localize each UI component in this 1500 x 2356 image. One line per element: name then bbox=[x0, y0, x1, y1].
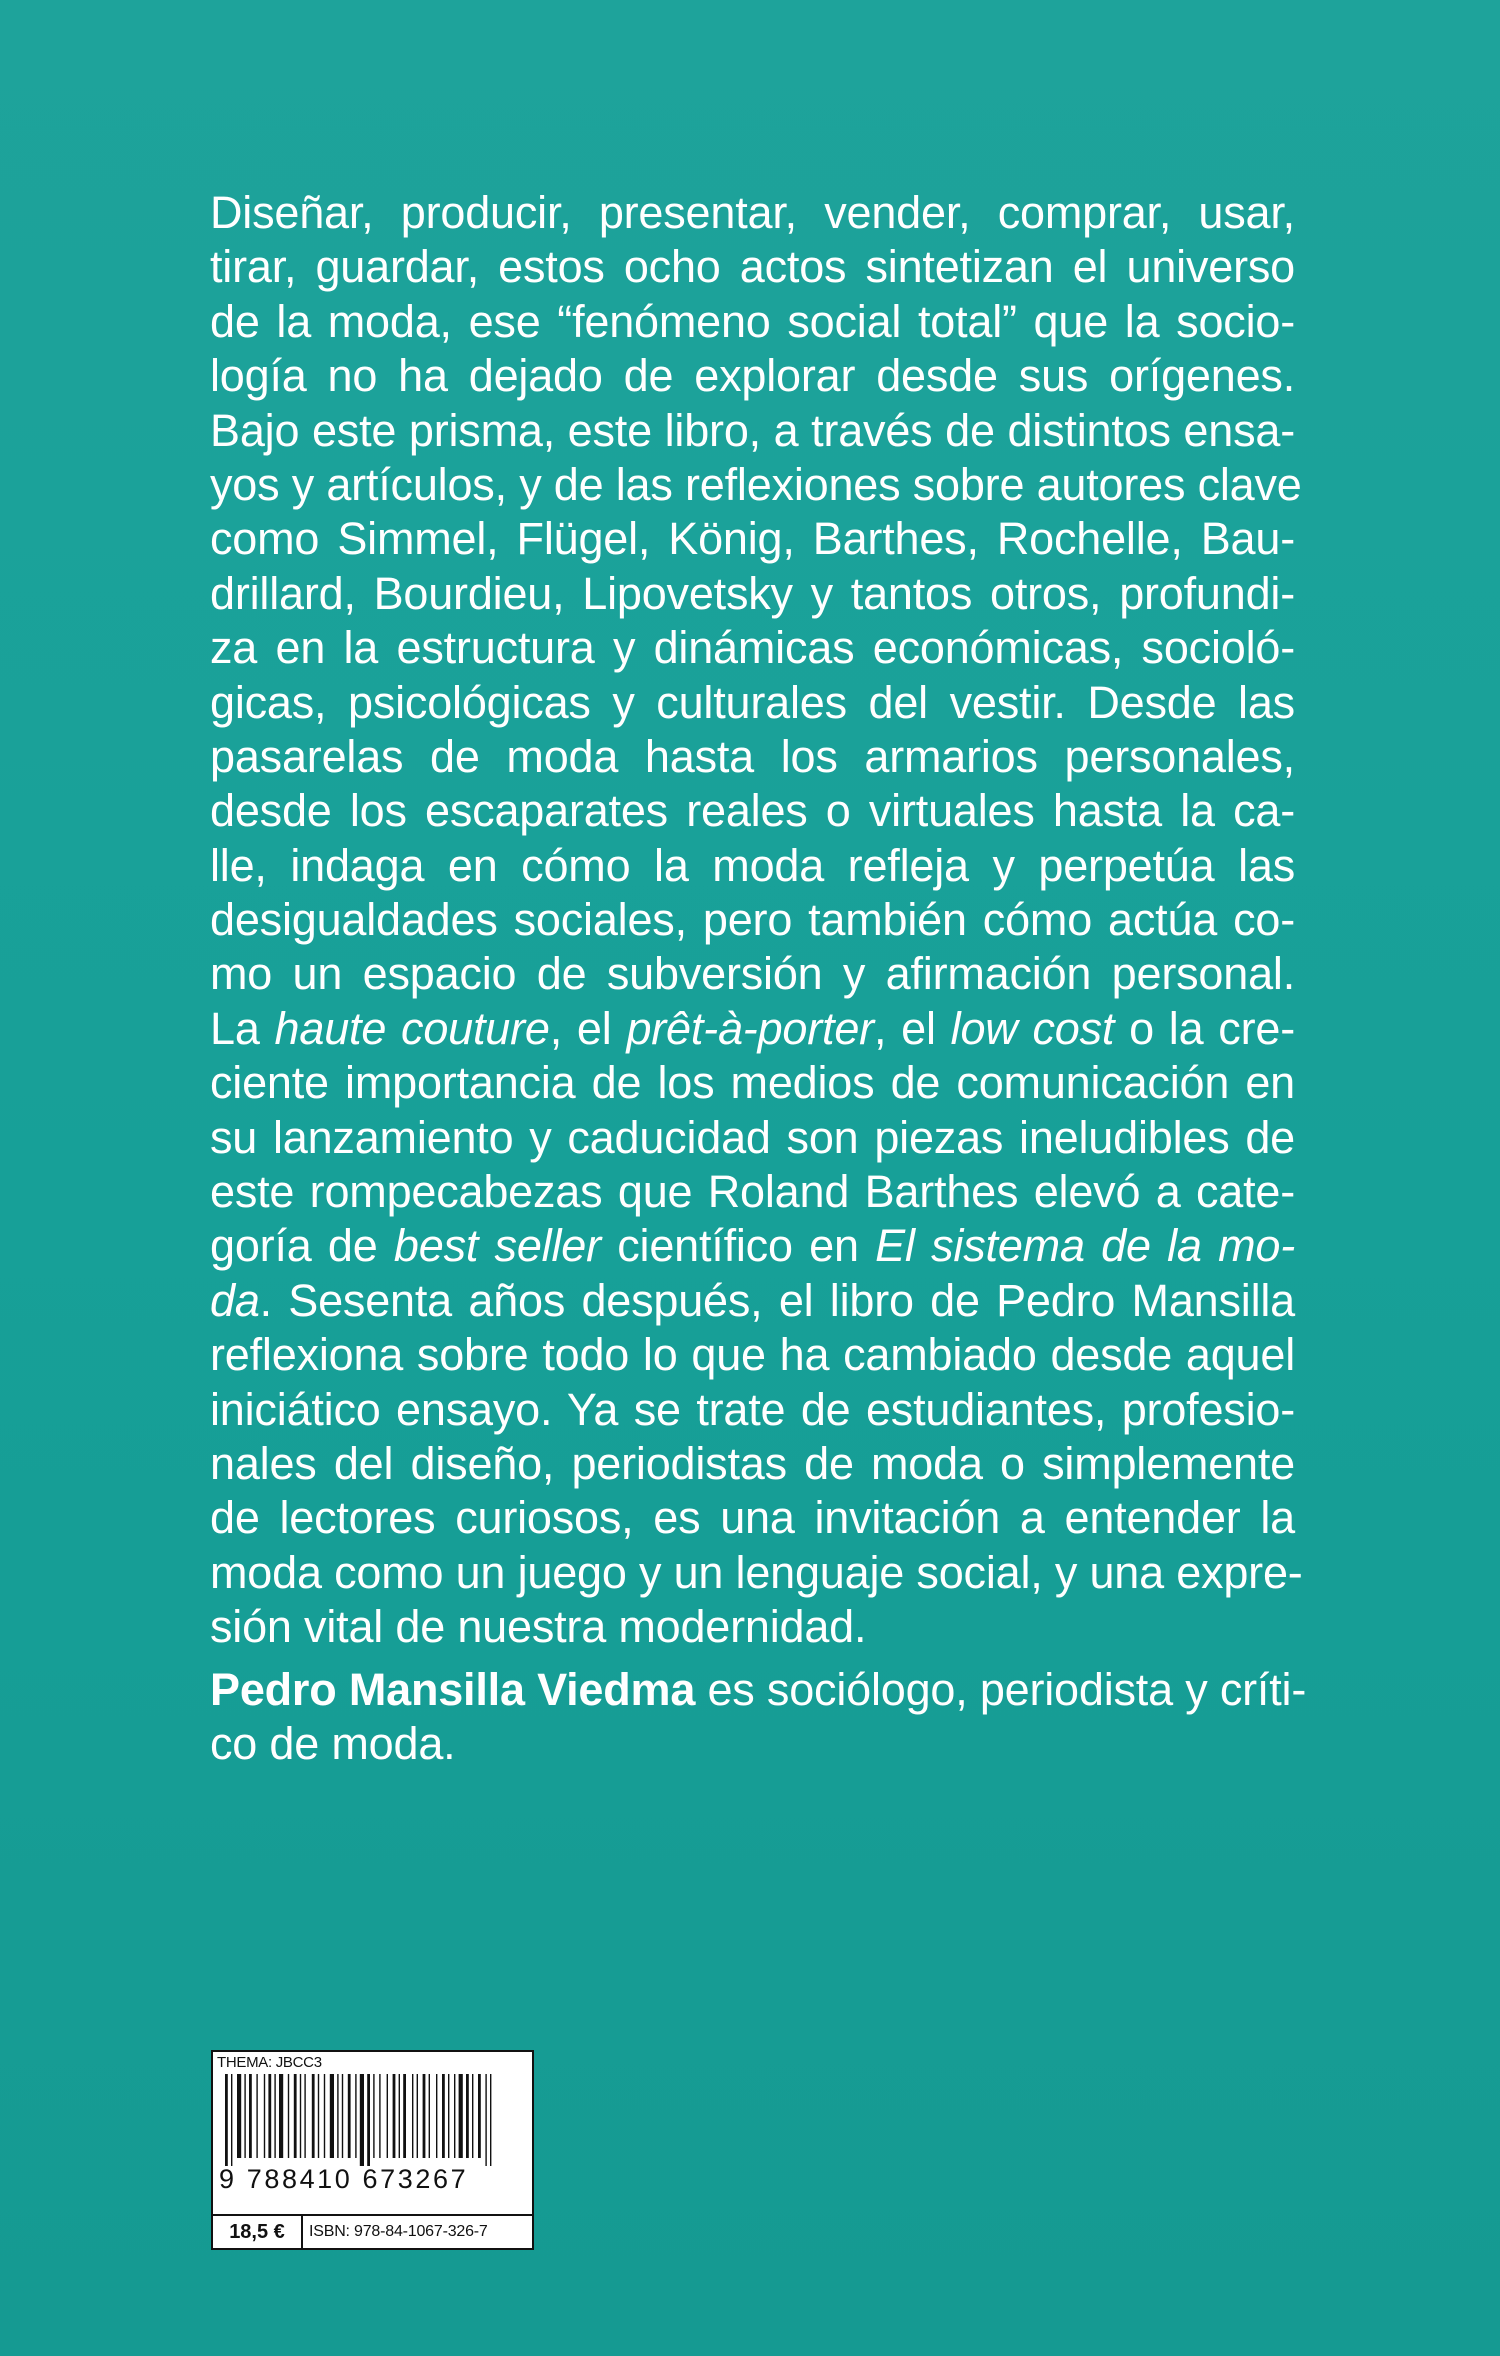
price-row bbox=[213, 2214, 532, 2248]
blurb-line: de lectores curiosos, es una invitación a entender la bbox=[210, 1492, 1295, 1544]
blurb-line: mo un espacio de subversión y afirmación personal. bbox=[210, 948, 1295, 1000]
text-run: , el bbox=[549, 1002, 627, 1054]
barcode-bar bbox=[294, 2074, 297, 2158]
barcode-bar bbox=[268, 2074, 271, 2158]
barcode-bar bbox=[342, 2074, 343, 2158]
barcode-bar bbox=[429, 2074, 430, 2158]
author-bio-line: co de moda. bbox=[210, 1717, 456, 1769]
blurb-line: lle, indaga en cómo la moda refleja y perpetúa las bbox=[210, 839, 1295, 891]
barcode-bar bbox=[231, 2074, 232, 2166]
isbn: ISBN: 978-84-1067-326-7 bbox=[309, 2223, 488, 2240]
blurb-line: logía no ha dejado de explorar desde sus orígenes. bbox=[210, 350, 1295, 402]
barcode-bar bbox=[337, 2074, 338, 2158]
italic-term: best seller bbox=[393, 1220, 601, 1272]
text-run: . Sesenta años después, el libro de Pedro Mansilla bbox=[259, 1274, 1295, 1326]
barcode-bar bbox=[360, 2074, 364, 2166]
barcode-bar bbox=[399, 2074, 400, 2158]
barcode-bar bbox=[472, 2074, 473, 2158]
price: 18,5 € bbox=[213, 2216, 303, 2248]
barcode-bar bbox=[256, 2074, 257, 2158]
barcode-bar bbox=[490, 2074, 491, 2166]
text-run: , el bbox=[873, 1002, 951, 1054]
blurb-line: sión vital de nuestra modernidad. bbox=[210, 1601, 867, 1653]
barcode-bar bbox=[312, 2074, 315, 2158]
barcode-bar bbox=[373, 2074, 374, 2158]
barcode-bar bbox=[367, 2074, 370, 2166]
barcode-bar bbox=[237, 2074, 241, 2158]
italic-term: da bbox=[210, 1274, 260, 1326]
barcode-bar bbox=[379, 2074, 380, 2158]
barcode-bar bbox=[244, 2074, 245, 2158]
barcode-bar bbox=[393, 2074, 396, 2158]
blurb-line: este rompecabezas que Roland Barthes elevó a cate- bbox=[210, 1166, 1295, 1218]
barcode-bar bbox=[274, 2074, 275, 2158]
barcode-bar bbox=[454, 2074, 455, 2158]
barcode-bar bbox=[459, 2074, 463, 2158]
text-run: goría de bbox=[210, 1220, 394, 1272]
author-bio-line bbox=[210, 1663, 1307, 1717]
blurb-line: yos y artículos, y de las reflexiones sobre autores clave bbox=[210, 458, 1302, 510]
italic-term: low cost bbox=[950, 1002, 1115, 1054]
barcode-bar bbox=[304, 2074, 305, 2158]
barcode-bar bbox=[279, 2074, 283, 2158]
text-run: científico en bbox=[600, 1220, 876, 1272]
barcode-bar bbox=[330, 2074, 334, 2158]
blurb-line: ciente importancia de los medios de comunicación en bbox=[210, 1057, 1295, 1109]
barcode-bar bbox=[324, 2074, 325, 2158]
blurb-line: Bajo este prisma, este libro, a través de distintos ensa- bbox=[210, 404, 1295, 456]
barcode-bar bbox=[466, 2074, 469, 2158]
italic-term: El sistema de la mo- bbox=[875, 1220, 1295, 1272]
blurb-line: su lanzamiento y caducidad son piezas ineludibles de bbox=[210, 1111, 1295, 1163]
blurb-line bbox=[210, 1274, 1295, 1328]
blurb-line: como Simmel, Flügel, König, Barthes, Rochelle, Bau- bbox=[210, 513, 1295, 565]
text-run: o la cre- bbox=[1114, 1002, 1295, 1054]
barcode-bar bbox=[448, 2074, 449, 2158]
barcode-bar bbox=[225, 2074, 228, 2166]
text-run: La bbox=[210, 1002, 275, 1054]
blurb-line: za en la estructura y dinámicas económicas, socioló- bbox=[210, 622, 1295, 674]
barcode-digits: 9 788410 673267 bbox=[219, 2164, 469, 2194]
blurb-text bbox=[210, 186, 1307, 1771]
blurb-line: iniciático ensayo. Ya se trate de estudiantes, profesio- bbox=[210, 1383, 1295, 1435]
barcode-bar bbox=[288, 2074, 289, 2158]
blurb-line: Diseñar, producir, presentar, vender, comprar, usar, bbox=[210, 187, 1295, 238]
blurb-line: desde los escaparates reales o virtuales hasta la ca- bbox=[210, 785, 1295, 837]
barcode-bar bbox=[423, 2074, 426, 2158]
author-bio bbox=[210, 1663, 1307, 1772]
author-name: Pedro Mansilla Viedma bbox=[210, 1663, 696, 1715]
barcode-bar bbox=[436, 2074, 437, 2158]
barcode-bar bbox=[478, 2074, 481, 2158]
barcode-icon bbox=[223, 2074, 523, 2166]
text-run: es sociólogo, periodista y críti- bbox=[695, 1663, 1307, 1715]
barcode-bar bbox=[318, 2074, 319, 2158]
barcode-bar bbox=[300, 2074, 301, 2158]
barcode-bar bbox=[442, 2074, 445, 2158]
italic-term: prêt-à-porter bbox=[626, 1002, 874, 1054]
barcode-bar bbox=[355, 2074, 356, 2158]
barcode-bar bbox=[249, 2074, 252, 2158]
barcode-bar bbox=[403, 2074, 406, 2158]
blurb-line: reflexiona sobre todo lo que ha cambiado desde aquel bbox=[210, 1329, 1295, 1381]
barcode-bar bbox=[348, 2074, 351, 2158]
blurb-line: moda como un juego y un lenguaje social, y una expre- bbox=[210, 1546, 1303, 1598]
blurb-line: nales del diseño, periodistas de moda o simplemente bbox=[210, 1437, 1295, 1489]
thema-code: THEMA: JBCC3 bbox=[217, 2054, 322, 2071]
barcode-bar bbox=[264, 2074, 265, 2158]
blurb-line: gicas, psicológicas y culturales del vestir. Desde las bbox=[210, 676, 1295, 728]
blurb-line: drillard, Bourdieu, Lipovetsky y tantos otros, profundi- bbox=[210, 567, 1295, 619]
barcode-bar bbox=[387, 2074, 388, 2158]
italic-term: haute couture bbox=[274, 1002, 550, 1054]
barcode-label bbox=[211, 2050, 534, 2250]
barcode-bar bbox=[412, 2074, 413, 2158]
blurb-line: desigualdades sociales, pero también cómo actúa co- bbox=[210, 894, 1295, 946]
blurb-line bbox=[210, 1002, 1295, 1056]
barcode-bar bbox=[485, 2074, 486, 2166]
blurb-line: tirar, guardar, estos ocho actos sintetizan el universo bbox=[210, 241, 1295, 293]
blurb-line: pasarelas de moda hasta los armarios personales, bbox=[210, 730, 1295, 782]
blurb-line: de la moda, ese “fenómeno social total” que la socio- bbox=[210, 295, 1295, 347]
blurb-line bbox=[210, 1219, 1295, 1273]
barcode-bar bbox=[417, 2074, 418, 2158]
